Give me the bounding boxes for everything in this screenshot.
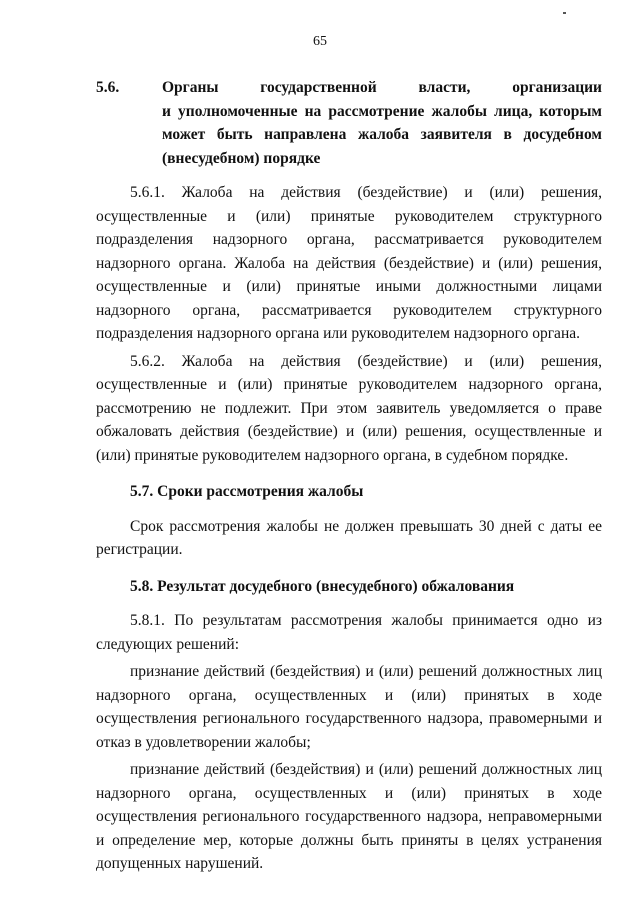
section-number: 5.8. [130, 577, 154, 595]
paragraph-5-8-1: 5.8.1. По результатам рассмотрения жалобы принимается одно из следующих решений: [96, 612, 602, 653]
page-number: 65 [313, 34, 327, 49]
section-number: 5.7. [130, 483, 154, 500]
section-title: Результат досудебного (внесудебного) обжалования [157, 577, 515, 595]
section-title: Сроки рассмотрения жалобы [157, 483, 364, 500]
section-heading-5-8 [96, 575, 602, 599]
section-title-line1: Органы государственной власти, организации [162, 79, 602, 96]
paragraph-5-7: Срок рассмотрения жалобы не должен превышать 30 дней с даты ее регистрации. [96, 517, 602, 558]
paragraph-5-6-1: 5.6.1. Жалоба на действия (бездействие) и (или) решения, осуществленные и (или) принятые руководителем структурного подразделения надзорного органа, рассматривается руководителем надзорного органа. Жалоба на действия (бездействие) и (или) решения, осуществленные и (или) принятые иными должностными лицами надзорного органа, рассматривается руководителем структурного подразделения надзорного органа или руководителем надзорного органа. [96, 184, 602, 342]
section-heading-5-6 [96, 76, 602, 170]
paragraph-5-8-1-a: признание действий (бездействия) и (или) решений должностных лиц надзорного органа, осуществленных и (или) принятых в ходе осуществления регионального государственного надзора, правомерными и отказ в удовлетворении жалобы; [96, 663, 602, 751]
section-heading-5-7 [96, 480, 602, 504]
section-title-rest: и уполномоченные на рассмотрение жалобы лица, которым может быть направлена жалоба заявителя в досудебном (внесудебном) порядке [162, 102, 602, 167]
document-body [96, 76, 602, 876]
paragraph-5-8-1-b: признание действий (бездействия) и (или) решений должностных лиц надзорного органа, осуществленных и (или) принятых в ходе осуществления регионального государственного надзора, неправомерными и определение мер, которые должны быть приняты в целях устранения допущенных нарушений. [96, 761, 602, 872]
scan-speck [563, 12, 566, 14]
section-number: 5.6. [96, 79, 120, 96]
paragraph-5-6-2: 5.6.2. Жалоба на действия (бездействие) и (или) решения, осуществленные и (или) принятые руководителем надзорного органа, рассмотрению не подлежит. При этом заявитель уведомляется о праве обжаловать действия (бездействие) и (или) решения, осуществленные и (или) принятые руководителем надзорного органа, в судебном порядке. [96, 352, 602, 464]
